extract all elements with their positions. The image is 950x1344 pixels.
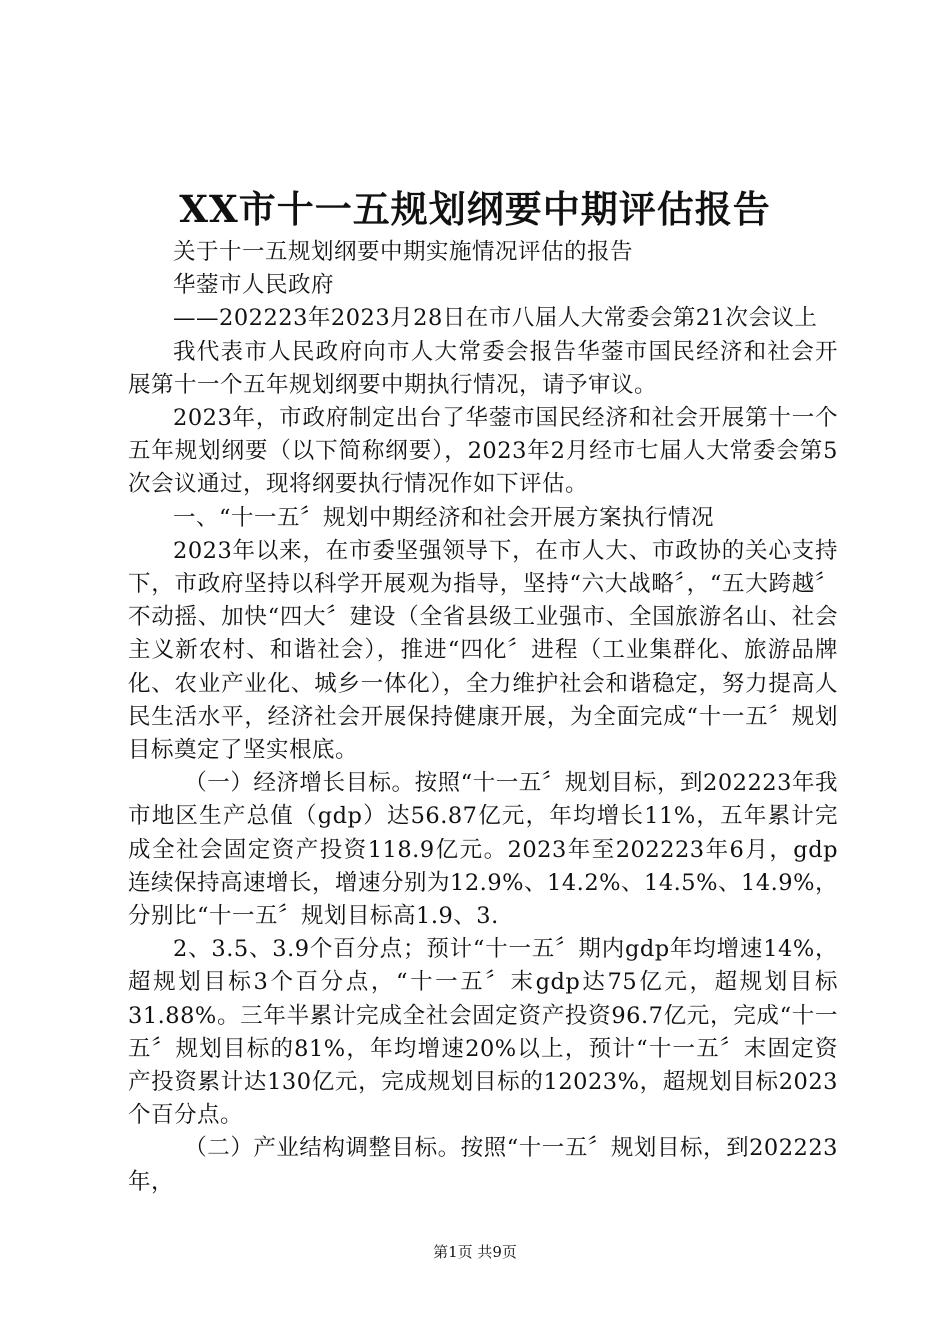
document-body (128, 236, 838, 1199)
page-footer: 第1页 共9页 (433, 1243, 517, 1261)
economic-growth-paragraph: （一）经济增长目标。按照“十一五〞规划目标，到202223年我市地区生产总值（gdp）达56.87亿元，年均增长11%，五年累计完成全社会固定资产投资118.9亿元。2023年至202223年6月，gdp连续保持高速增长，增速分别为12.9%、14.2%、14.5%、14.9%，分别比“十一五〞规划目标高1.9、3. (128, 770, 838, 930)
document-title: XX市十一五规划纲要中期评估报告 (179, 187, 771, 231)
economic-growth-continued-paragraph: 2、3.5、3.9个百分点；预计“十一五〞期内gdp年均增速14%，超规划目标3个百分点，“十一五〞末gdp达75亿元，超规划目标31.88%。三年半累计完成全社会固定资产投资96.7亿元，完成“十一五〞规划目标的81%，年均增速20%以上，预计“十一五〞末固定资产投资累计达130亿元，完成规划目标的12023%，超规划目标2023个百分点。 (128, 936, 838, 1129)
industry-structure-paragraph: （二）产业结构调整目标。按照“十一五〞规划目标，到202223年， (128, 1135, 838, 1195)
section-heading: 一、“十一五〞规划中期经济和社会开展方案执行情况 (173, 504, 715, 531)
issuer-paragraph: 华蓥市人民政府 (173, 272, 335, 299)
background-paragraph: 2023年，市政府制定出台了华蓥市国民经济和社会开展第十一个五年规划纲要（以下简称纲要），2023年2月经市七届人大常委会第5次会议通过，现将纲要执行情况作如下评估。 (128, 405, 838, 498)
subtitle-paragraph: 关于十一五规划纲要中期实施情况评估的报告 (173, 239, 634, 265)
intro-paragraph: 我代表市人民政府向市人大常委会报告华蓥市国民经济和社会开展第十一个五年规划纲要中期执行情况，请予审议。 (128, 338, 838, 398)
overview-paragraph: 2023年以来，在市委坚强领导下，在市人大、市政协的关心支持下，市政府坚持以科学开展观为指导，坚持“六大战略〞，“五大跨越〞不动摇、加快“四大〞建设（全省县级工业强市、全国旅游名山、社会主义新农村、和谐社会），推进“四化〞进程（工业集群化、旅游品牌化、农业产业化、城乡一体化），全力维护社会和谐稳定，努力提高人民生活水平，经济社会开展保持健康开展，为全面完成“十一五〞规划目标奠定了坚实根底。 (128, 537, 838, 764)
meeting-date-paragraph: ——202223年2023月28日在市八届人大常委会第21次会议上 (173, 305, 818, 332)
